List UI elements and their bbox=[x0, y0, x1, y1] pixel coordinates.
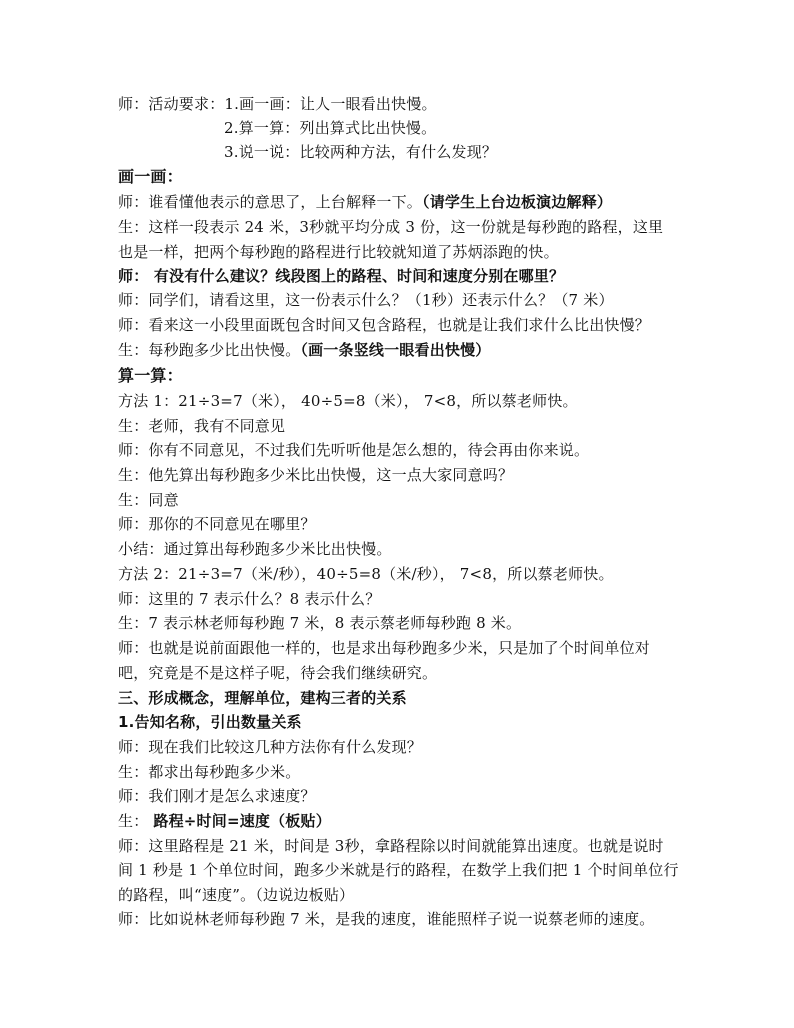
section-heading-calc: 算一算： bbox=[118, 366, 183, 385]
dialogue-line: 吧，究竟是不是这样子呢，待会我们继续研究。 bbox=[118, 664, 438, 682]
bold-note: （请学生上台边板演边解释） bbox=[422, 193, 613, 211]
dialogue-line: 生：他先算出每秒跑多少米比出快慢，这一点大家同意吗？ bbox=[118, 466, 514, 484]
dialogue-line: 师：那你的不同意见在哪里？ bbox=[118, 515, 316, 533]
dialogue-line: 的路程，叫“速度”。（边说边板贴） bbox=[118, 886, 355, 904]
dialogue-line: 师：也就是说前面跟他一样的，也是求出每秒跑多少米，只是加了个时间单位对 bbox=[118, 639, 651, 657]
requirement-3-line: 3.说一说：比较两种方法，有什么发现？ bbox=[224, 143, 498, 161]
method-line: 方法 1：21÷3=7（米）， 40÷5=8（米）， 7<8，所以蔡老师快。 bbox=[118, 392, 578, 410]
dialogue-line: 师：我们刚才是怎么求速度？ bbox=[118, 787, 316, 805]
dialogue-line bbox=[118, 338, 491, 362]
dialogue-line: 师：比如说林老师每秒跑 7 米，是我的速度，谁能照样子说一说蔡老师的速度。 bbox=[118, 910, 655, 928]
dialogue-line: 师：现在我们比较这几种方法你有什么发现？ bbox=[118, 738, 423, 756]
dialogue-line: 生：同意 bbox=[118, 491, 179, 509]
dialogue-line: 生：7 表示林老师每秒跑 7 米，8 表示蔡老师每秒跑 8 米。 bbox=[118, 614, 522, 632]
dialogue-line: 师：这里路程是 21 米，时间是 3秒，拿路程除以时间就能算出速度。也就是说时 bbox=[118, 837, 664, 855]
dialogue-line: 师：看来这一小段里面既包含时间又包含路程，也就是让我们求什么比出快慢？ bbox=[118, 316, 651, 334]
dialogue-line: 也是一样，把两个每秒跑的路程进行比较就知道了苏炳添跑的快。 bbox=[118, 243, 559, 261]
dialogue-line: 间 1 秒是 1 个单位时间，跑多少米就是行的路程，在数学上我们把 1 个时间单位行 bbox=[118, 861, 679, 879]
dialogue-line: 生：这样一段表示 24 米，3秒就平均分成 3 份，这一份就是每秒跑的路程，这里 bbox=[118, 218, 664, 236]
line-text: 师：谁看懂他表示的意思了，上台解释一下。 bbox=[118, 193, 423, 211]
line-text: 生：每秒跑多少比出快慢。 bbox=[118, 341, 301, 359]
dialogue-line bbox=[118, 190, 612, 214]
requirement-2-line: 2.算一算：列出算式比出快慢。 bbox=[224, 119, 437, 137]
line-text: 生： bbox=[118, 812, 154, 830]
subsection-heading: 1.告知名称，引出数量关系 bbox=[118, 713, 302, 731]
dialogue-line bbox=[118, 809, 331, 833]
bold-note: （画一条竖线一眼看出快慢） bbox=[300, 341, 491, 359]
section-heading-three: 三、形成概念，理解单位，建构三者的关系 bbox=[118, 689, 407, 707]
dialogue-line: 师： 有没有什么建议？线段图上的路程、时间和速度分别在哪里？ bbox=[118, 267, 565, 285]
dialogue-line: 生：老师，我有不同意见 bbox=[118, 417, 286, 435]
formula-note: 路程÷时间=速度（板贴） bbox=[153, 812, 331, 830]
method-line: 方法 2：21÷3=7（米/秒），40÷5=8（米/秒）， 7<8，所以蔡老师快。 bbox=[118, 565, 614, 583]
summary-line: 小结：通过算出每秒跑多少米比出快慢。 bbox=[118, 540, 392, 558]
dialogue-line: 生：都求出每秒跑多少米。 bbox=[118, 763, 301, 781]
activity-requirements-line: 师：活动要求：1.画一画：让人一眼看出快慢。 bbox=[118, 95, 437, 113]
dialogue-line: 师：同学们，请看这里，这一份表示什么？（1秒）还表示什么？（7 米） bbox=[118, 291, 614, 309]
dialogue-line: 师：这里的 7 表示什么？8 表示什么？ bbox=[118, 590, 381, 608]
dialogue-line: 师：你有不同意见，不过我们先听听他是怎么想的，待会再由你来说。 bbox=[118, 441, 590, 459]
section-heading-draw: 画一画： bbox=[118, 167, 183, 186]
